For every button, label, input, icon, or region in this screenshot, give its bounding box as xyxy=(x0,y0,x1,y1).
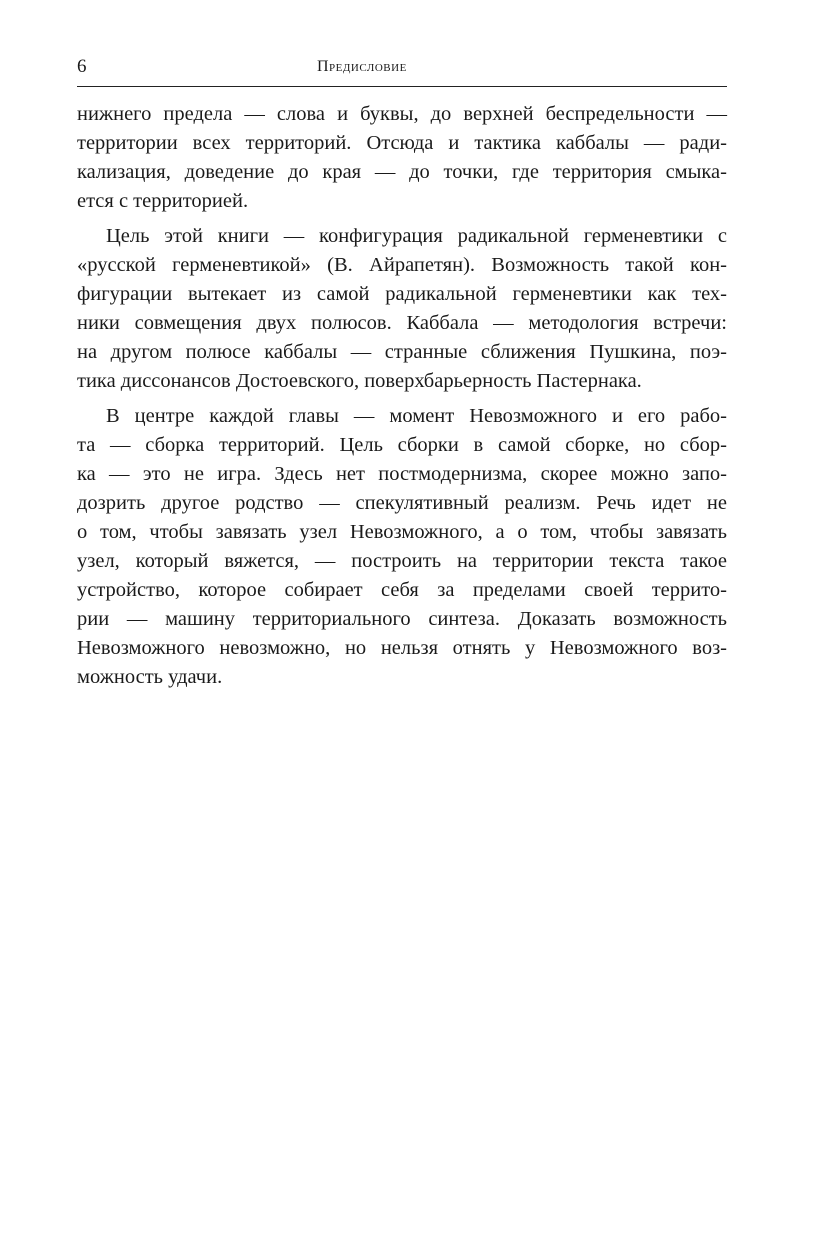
paragraph xyxy=(77,100,727,216)
paragraph xyxy=(77,402,727,692)
text-line: «русской герменевтикой» (В. Айрапетян). Возможность такой кон- xyxy=(77,254,727,276)
text-line: нижнего предела — слова и буквы, до верхней беспредельности — xyxy=(77,103,727,125)
text-line: ется с территорией. xyxy=(77,190,249,212)
running-title: Предисловие xyxy=(317,58,407,75)
text-line: можность удачи. xyxy=(77,666,223,688)
text-line: кализация, доведение до края — до точки, где территория смыка- xyxy=(77,161,727,183)
text-line: тика диссонансов Достоевского, поверхбарьерность Пастернака. xyxy=(77,370,642,392)
text-line: рии — машину территориального синтеза. Доказать возможность xyxy=(77,608,727,630)
text-line: Невозможного невозможно, но нельзя отнять у Невозможного воз- xyxy=(77,637,727,659)
text-line: фигурации вытекает из самой радикальной герменевтики как тех- xyxy=(77,283,727,305)
paragraph xyxy=(77,222,727,396)
text-line: на другом полюсе каббалы — странные сближения Пушкина, поэ- xyxy=(77,341,727,363)
text-line: ники совмещения двух полюсов. Каббала — методология встречи: xyxy=(77,312,727,334)
body-text xyxy=(77,100,727,698)
text-line: о том, чтобы завязать узел Невозможного, а о том, чтобы завязать xyxy=(77,521,727,543)
text-line: узел, который вяжется, — построить на территории текста такое xyxy=(77,550,727,572)
text-line: территории всех территорий. Отсюда и тактика каббалы — ради- xyxy=(77,132,727,154)
running-header xyxy=(77,50,727,87)
text-line: В центре каждой главы — момент Невозможного и его рабо- xyxy=(106,405,727,427)
text-line: ка — это не игра. Здесь нет постмодернизма, скорее можно запо- xyxy=(77,463,727,485)
text-line: та — сборка территорий. Цель сборки в самой сборке, но сбор- xyxy=(77,434,727,456)
page-number: 6 xyxy=(77,56,87,77)
text-line: устройство, которое собирает себя за пределами своей террито- xyxy=(77,579,727,601)
text-line: дозрить другое родство — спекулятивный реализм. Речь идет не xyxy=(77,492,727,514)
text-line: Цель этой книги — конфигурация радикальной герменевтики с xyxy=(106,225,727,247)
